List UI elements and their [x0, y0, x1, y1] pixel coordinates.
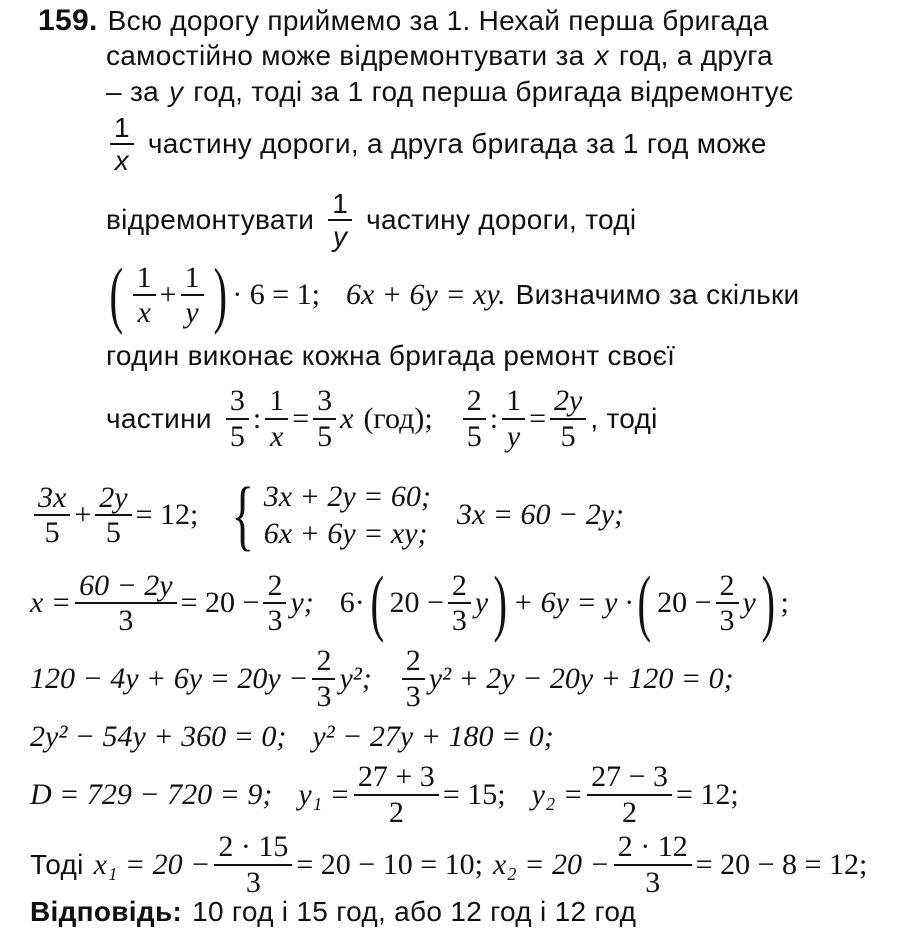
line-14: Тоді x₁ = 20 − $\frac{2 \cdot 15}{3}$ = 20 − 10 = 10; x₂ = 20 − $\frac{2 \cdot 12}{3}$ = 20 − 8 = 12; — [30, 830, 868, 899]
answer-label: Відповідь: — [30, 896, 183, 927]
line-5 — [106, 188, 636, 253]
line-3 — [106, 78, 793, 106]
line-2 — [106, 42, 773, 70]
todi-label: Тоді — [30, 848, 84, 880]
equation-3x: 3x = 60 − 2y; — [456, 498, 625, 531]
text-line-3-tail: год, тоді за 1 год перша бригада відремонтує — [193, 76, 794, 107]
line-6: ( $\frac{1}{x}$ + $\frac{1}{y}$ ) · 6 = 1; 6x + 6y = xy. Визначимо за скільки — [109, 254, 800, 336]
hours-label: (год); — [363, 401, 433, 435]
equation-12: = 12; — [135, 498, 199, 531]
text-line-5-head: відремонтувати — [106, 204, 315, 236]
var-x: x — [594, 40, 609, 71]
line-4 — [106, 112, 767, 177]
fraction-1-over-x: $\frac{1}{x}$ — [110, 112, 134, 177]
text-line-7: годин виконає кожна бригада ремонт своєї — [106, 340, 676, 371]
text-line-3-head: – за — [106, 76, 159, 107]
line-13: D = 729 − 720 = 9; y₁ = $\frac{27 + 3}{2}$ = 15; y₂ = $\frac{27 - 3}{2}$ = 12; — [30, 760, 739, 829]
text-line-1: Всю дорогу приймемо за 1. Нехай перша бригада — [107, 5, 769, 36]
equation-system: 3x + 2y = 60; 6x + 6y = xy; — [263, 479, 431, 550]
text-line-2-tail: год, а друга — [618, 40, 774, 71]
problem-number: 159. — [38, 4, 98, 37]
equation-1: · 6 = 1; — [232, 278, 320, 311]
then-label: , тоді — [590, 402, 658, 434]
text-line-5-tail: частину дороги, тоді — [366, 204, 637, 236]
line-8: частини $\frac{3}{5}$ : $\frac{1}{x}$ = $\frac{3}{5}$ x (год); $\frac{2}{5}$ : $\frac{1}{y}$ = $\frac{2y}{5}$ , тоді — [106, 384, 658, 453]
answer-text: 10 год і 15 год, або 12 год і 12 год — [192, 896, 637, 927]
line-10: x = $\frac{60 - 2y}{3}$ = 20 − $\frac{2}{3}$ y; 6 · ( 20 − $\frac{2}{3}$ y ) + 6y = y · ( 20 − $\frac{2}{3}$ y ) ; — [30, 562, 789, 644]
fraction-1-y: $\frac{1}{y}$ — [181, 261, 204, 330]
line-1 — [38, 6, 769, 36]
text-line-2: самостійно може відремонтувати за — [106, 40, 585, 71]
text-line-6-tail: Визначимо за скільки — [515, 279, 800, 310]
line-7 — [106, 342, 675, 370]
line-9: $\frac{3x}{5}$ + $\frac{2y}{5}$ = 12; { 3x + 2y = 60; 6x + 6y = xy; 3x = 60 − 2y; — [30, 476, 624, 554]
fraction-1-x: $\frac{1}{x}$ — [133, 261, 156, 330]
fraction-1-over-y: $\frac{1}{y}$ — [328, 188, 352, 253]
answer-line — [30, 898, 636, 926]
text-line-4: частину дороги, а друга бригада за 1 год може — [147, 128, 767, 160]
equation-2: 6x + 6y = xy. — [345, 278, 506, 311]
line-12: 2y² − 54y + 360 = 0; y² − 27y + 180 = 0; — [30, 720, 554, 753]
var-y: y — [168, 76, 184, 107]
line-11: 120 − 4y + 6y = 20y − $\frac{2}{3}$ y²; $\frac{2}{3}$ y² + 2y − 20y + 120 = 0; — [30, 644, 734, 713]
text-line-8-head: частини — [106, 402, 212, 434]
